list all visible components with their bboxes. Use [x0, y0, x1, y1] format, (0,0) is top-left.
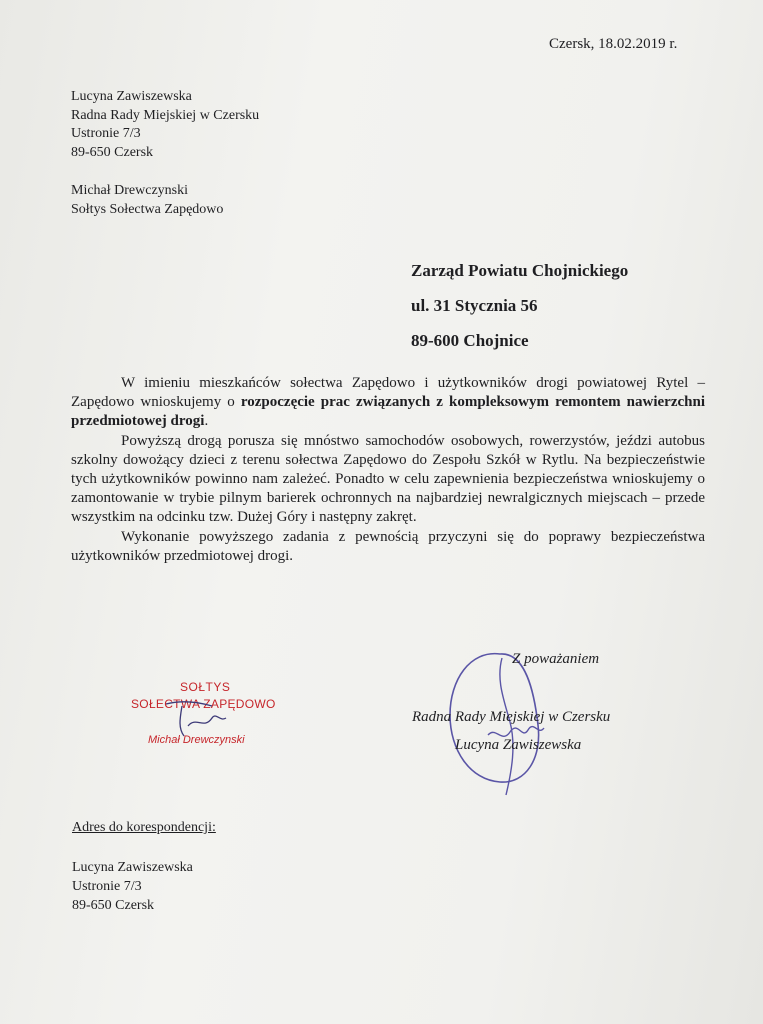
recipient-city: 89-600 Chojnice [411, 331, 529, 350]
letter-body [71, 374, 705, 566]
correspondence-street: Ustronie 7/3 [72, 879, 142, 894]
letter-date: Czersk, 18.02.2019 r. [549, 36, 678, 52]
recipient-address [411, 253, 628, 358]
stamp-line-1: SOŁTYS [180, 680, 231, 694]
signatory-title: Radna Rady Miejskiej w Czersku [412, 709, 611, 725]
recipient-name: Zarząd Powiatu Chojnickiego [411, 261, 629, 280]
body-paragraph-2: Powyższą drogą porusza się mnóstwo samochodów osobowych, rowerzystów, jeździ autobus szkolny dowożący dzieci z terenu sołectwa Zapędowo do Zespołu Szkół w Rytlu. Na bezpieczeństwie tych użytkowników powinno nam zależeć. Ponadto w celu zapewnienia bezpieczeństwa wnioskujemy o zamontowanie w trybie pilnym barierek ochronnych na najbardziej newralgicznych miejscach – przede wszystkim na odcinku tzw. Dużej Góry i następny zakręt. [71, 432, 705, 526]
recipient-street: ul. 31 Stycznia 56 [411, 296, 538, 315]
closing-greeting: Z poważaniem [512, 651, 600, 667]
body-text: . [204, 413, 209, 430]
body-emphasis: rozpoczęcie prac związanych z kompleksowym remontem nawierzchni przedmiotowej drogi [71, 394, 706, 430]
co-sender-title: Sołtys Sołectwa Zapędowo [71, 201, 224, 217]
correspondence-address [72, 858, 193, 915]
sender-name: Lucyna Zawiszewska [71, 89, 192, 104]
sender-address [71, 88, 259, 162]
stamp-line-3: Michał Drewczynski [148, 734, 245, 746]
co-sender [71, 182, 223, 219]
correspondence-city: 89-650 Czersk [72, 898, 155, 913]
signatory-name: Lucyna Zawiszewska [455, 737, 582, 753]
sender-title: Radna Rady Miejskiej w Czersku [71, 107, 260, 123]
body-paragraph-1 [71, 374, 705, 432]
sender-city: 89-650 Czersk [71, 144, 154, 160]
co-sender-name: Michał Drewczynski [71, 183, 189, 198]
body-text: W imieniu mieszkańców sołectwa Zapędowo i użytkowników drogi powiatowej Rytel – Zapędowo wnioskujemy o [71, 375, 705, 411]
body-paragraph-3: Wykonanie powyższego zadania z pewnością przyczyni się do poprawy bezpieczeństwa użytkowników przedmiotowej drogi. [71, 528, 705, 564]
correspondence-name: Lucyna Zawiszewska [72, 860, 193, 875]
stamp-line-2: SOŁECTWA ZAPĘDOWO [131, 697, 276, 711]
sender-street: Ustronie 7/3 [71, 126, 141, 141]
correspondence-heading: Adres do korespondencji: [72, 820, 216, 835]
